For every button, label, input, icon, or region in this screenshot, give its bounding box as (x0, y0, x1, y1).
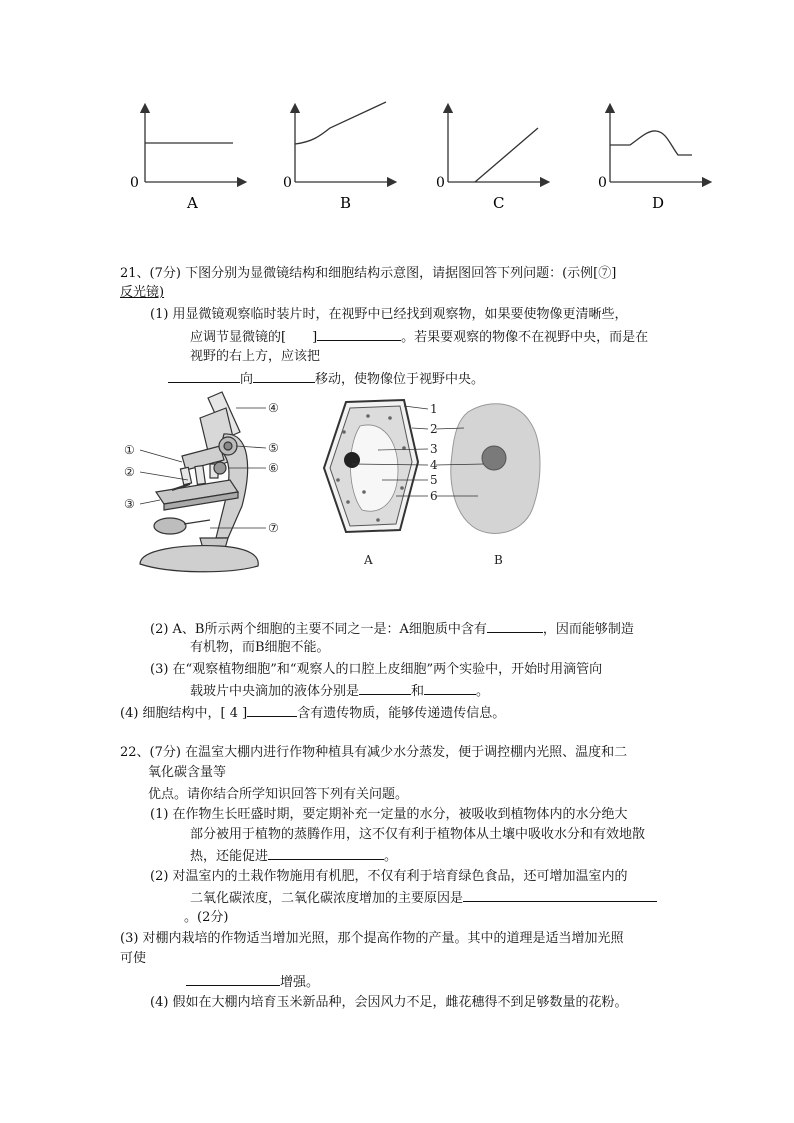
q22-p1-text2: 。 (384, 849, 398, 864)
q21-p3-text2: 和 (411, 684, 425, 699)
microscope-figure (120, 388, 300, 588)
q21-p3-text1: 载玻片中央滴加的液体分别是 (190, 684, 360, 699)
q21-p1-blank1[interactable] (317, 327, 401, 341)
microscope-label-2: ② (124, 465, 135, 479)
graph-b (283, 102, 392, 212)
q21-p1-text3: 。若果要观察的物像不在视野中央，而是在 (401, 330, 649, 345)
q22-p1-line3 (190, 846, 397, 866)
cell-label-1: 1 (430, 402, 438, 416)
cell-label-2: 2 (430, 422, 438, 436)
q21-p4-blank[interactable] (247, 703, 297, 717)
q22-p2-text1: 二氧化碳浓度，二氧化碳浓度增加的主要原因是 (190, 891, 464, 906)
q21-p1-blank3[interactable] (253, 369, 315, 383)
microscope-label-5: ⑤ (268, 441, 279, 455)
microscope-label-7: ⑦ (268, 521, 279, 535)
q21-p4-text2: 含有遗传物质，能够传递遗传信息。 (297, 706, 506, 721)
microscope-label-4: ④ (268, 401, 279, 415)
q21-p1-text1: 应调节显微镜的[ (190, 330, 287, 345)
graph-c-zero: 0 (436, 175, 445, 191)
q22-p1-blank[interactable] (268, 846, 384, 860)
plant-cell-a (324, 400, 418, 532)
q21-p4-line (120, 703, 505, 723)
cell-label-5: 5 (430, 473, 438, 487)
q22-p3-line1: (3) 对棚内栽培的作物适当增加光照，那个提高作物的产量。其中的道理是适当增加光照 (120, 931, 624, 946)
graph-a-label: A (187, 194, 198, 212)
q22-stem-line1: 22、(7分) 在温室大棚内进行作物种植具有减少水分蒸发，便于调控棚内光照、温度和二 (120, 745, 628, 760)
graph-b-label: B (340, 194, 352, 212)
q21-p1-line3: 视野的右上方，应该把 (190, 349, 321, 364)
graph-d (598, 108, 707, 212)
q21-p1-line2 (190, 327, 648, 347)
q21-p3-blank2[interactable] (424, 681, 476, 695)
microscope-label-1: ① (124, 443, 135, 457)
q21-p1-text5: 移动，使物像位于视野中央。 (315, 372, 485, 387)
cell-caption-a: A (364, 553, 373, 567)
animal-cell-b (451, 404, 540, 534)
graph-d-zero: 0 (598, 175, 607, 191)
graph-a (130, 108, 242, 212)
q22-p2-line3: 。(2分) (184, 910, 229, 925)
q21-p2-text1: (2) A、B所示两个细胞的主要不同之一是：A细胞质中含有 (150, 622, 487, 637)
q22-p3-text: 增强。 (280, 975, 320, 990)
q22-p1-text1: 热，还能促进 (190, 849, 269, 864)
q21-p2-line2: 有机物，而B细胞不能。 (190, 640, 330, 655)
q21-p3-line2 (190, 681, 489, 701)
microscope-label-3: ③ (124, 497, 135, 511)
q22-p4-line1: (4) 假如在大棚内培育玉米新品种，会因风力不足，雌花穗得不到足够数量的花粉。 (150, 995, 628, 1010)
graphs-row (120, 100, 720, 220)
microscope-label-6: ⑥ (268, 461, 279, 475)
q22-p2-line2 (190, 888, 657, 908)
q21-p2-text2: ，因而能够制造 (542, 622, 634, 637)
q21-p4-text1: (4) 细胞结构中，[ 4 ] (120, 706, 248, 721)
q21-p1-text4: 向 (240, 372, 254, 387)
graph-c-label: C (493, 194, 505, 212)
cell-caption-b: B (494, 553, 503, 567)
q22-p2-blank[interactable] (463, 888, 657, 902)
q21-p3-line1: (3) 在“观察植物细胞”和“观察人的口腔上皮细胞”两个实验中，开始时用滴管向 (150, 662, 603, 677)
q21-p2-blank[interactable] (487, 619, 543, 633)
q21-p1-line4 (168, 369, 484, 389)
q21-stem-line2: 反光镜) (120, 285, 165, 300)
q21-p2-line1 (150, 619, 634, 639)
q21-p1-line1: (1) 用显微镜观察临时装片时，在视野中已经找到观察物，如果要使物像更清晰些， (150, 307, 628, 322)
q21-stem-line1: 21、(7分) 下图分别为显微镜结构和细胞结构示意图，请据图回答下列问题：(示例[⑦] (120, 266, 617, 281)
q22-stem-line3: 优点。请你结合所学知识回答下列有关问题。 (148, 787, 409, 802)
cell-label-6: 6 (430, 489, 438, 503)
q21-p3-blank1[interactable] (359, 681, 411, 695)
q22-p1-line2: 部分被用于植物的蒸腾作用，这不仅有利于植物体从土壤中吸收水分和有效地散 (190, 827, 646, 842)
cell-label-3: 3 (430, 442, 438, 456)
q22-p3-line2: 可使 (120, 951, 147, 966)
cells-figure (318, 392, 548, 572)
q22-stem-line2: 氧化碳含量等 (148, 765, 227, 780)
q21-p1-blank2[interactable] (168, 369, 240, 383)
q22-p1-line1: (1) 在作物生长旺盛时期，要定期补充一定量的水分，被吸收到植物体内的水分绝大 (150, 807, 628, 822)
cell-label-4: 4 (430, 458, 438, 472)
graph-b-zero: 0 (283, 175, 292, 191)
q21-p1-text2: ] (312, 330, 318, 345)
graph-d-label: D (652, 194, 665, 212)
graph-c (436, 108, 545, 212)
q22-p3-line3 (186, 972, 319, 992)
graph-a-zero: 0 (130, 175, 139, 191)
q22-p2-line1: (2) 对温室内的土栽作物施用有机肥，不仅有利于培育绿色食品，还可增加温室内的 (150, 869, 628, 884)
q22-p3-blank[interactable] (186, 972, 280, 986)
q21-p3-text3: 。 (476, 684, 490, 699)
